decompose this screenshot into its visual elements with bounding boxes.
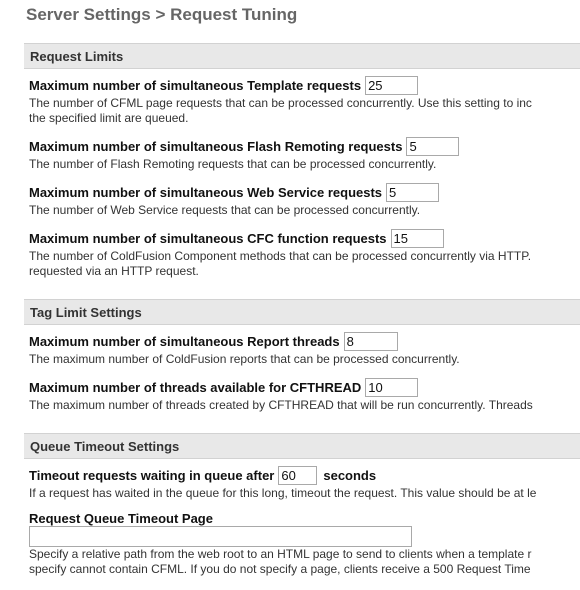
section-title: Request Limits bbox=[30, 49, 124, 64]
cfthread-threads-description: The maximum number of threads created by CFTHREAD that will be run concurrently. Threads bbox=[29, 398, 533, 412]
report-threads-description: The maximum number of ColdFusion reports that can be processed concurrently. bbox=[29, 352, 460, 366]
section-title: Queue Timeout Settings bbox=[30, 439, 180, 454]
template-requests-label: Maximum number of simultaneous Template requests bbox=[29, 78, 362, 93]
template-requests-input[interactable] bbox=[365, 76, 418, 95]
queue-timeout-input[interactable] bbox=[278, 466, 317, 485]
queue-timeout-page-description-line1: Specify a relative path from the web root to an HTML page to send to clients when a template r bbox=[29, 547, 532, 561]
queue-timeout-page-description bbox=[29, 547, 580, 577]
queue-timeout-description: If a request has waited in the queue for this long, timeout the request. This value should be at le bbox=[29, 486, 537, 500]
cfthread-threads-label: Maximum number of threads available for CFTHREAD bbox=[29, 380, 362, 395]
section-header-request-limits bbox=[24, 43, 580, 69]
setting-queue-timeout bbox=[29, 465, 580, 501]
section-title: Tag Limit Settings bbox=[30, 305, 142, 320]
setting-template-requests bbox=[29, 75, 580, 126]
queue-timeout-page-input[interactable] bbox=[29, 526, 412, 547]
report-threads-input[interactable] bbox=[344, 332, 398, 351]
flash-requests-description: The number of Flash Remoting requests that can be processed concurrently. bbox=[29, 157, 437, 171]
report-threads-label: Maximum number of simultaneous Report threads bbox=[29, 334, 340, 349]
webservice-requests-label: Maximum number of simultaneous Web Service requests bbox=[29, 185, 383, 200]
webservice-requests-description: The number of Web Service requests that can be processed concurrently. bbox=[29, 203, 421, 217]
setting-web-service-requests bbox=[29, 182, 580, 218]
cfc-requests-input[interactable] bbox=[391, 229, 444, 248]
cfthread-threads-input[interactable] bbox=[365, 378, 418, 397]
section-header-queue-timeout bbox=[24, 433, 580, 459]
setting-report-threads bbox=[29, 331, 580, 367]
queue-timeout-page-description-line2: specify cannot contain CFML. If you do not specify a page, clients receive a 500 Request Time bbox=[29, 562, 531, 576]
webservice-requests-input[interactable] bbox=[386, 183, 439, 202]
section-header-tag-limits bbox=[24, 299, 580, 325]
queue-timeout-page-label: Request Queue Timeout Page bbox=[29, 511, 213, 526]
setting-cfc-function-requests bbox=[29, 228, 580, 279]
setting-cfthread-threads bbox=[29, 377, 580, 413]
cfc-requests-description-line2: requested via an HTTP request. bbox=[29, 264, 199, 278]
template-requests-description-line2: the specified limit are queued. bbox=[29, 111, 189, 125]
flash-requests-input[interactable] bbox=[406, 137, 459, 156]
queue-timeout-label: Timeout requests waiting in queue after bbox=[29, 468, 275, 483]
template-requests-description-line1: The number of CFML page requests that can be processed concurrently. Use this setting to inc bbox=[29, 96, 532, 110]
flash-requests-label: Maximum number of simultaneous Flash Remoting requests bbox=[29, 139, 403, 154]
page-title: Server Settings > Request Tuning bbox=[26, 5, 298, 24]
cfc-requests-description-line1: The number of ColdFusion Component methods that can be processed concurrently via HTTP. bbox=[29, 249, 532, 263]
setting-flash-remoting-requests bbox=[29, 136, 580, 172]
cfc-requests-label: Maximum number of simultaneous CFC function requests bbox=[29, 231, 387, 246]
queue-timeout-unit: seconds bbox=[323, 468, 377, 483]
